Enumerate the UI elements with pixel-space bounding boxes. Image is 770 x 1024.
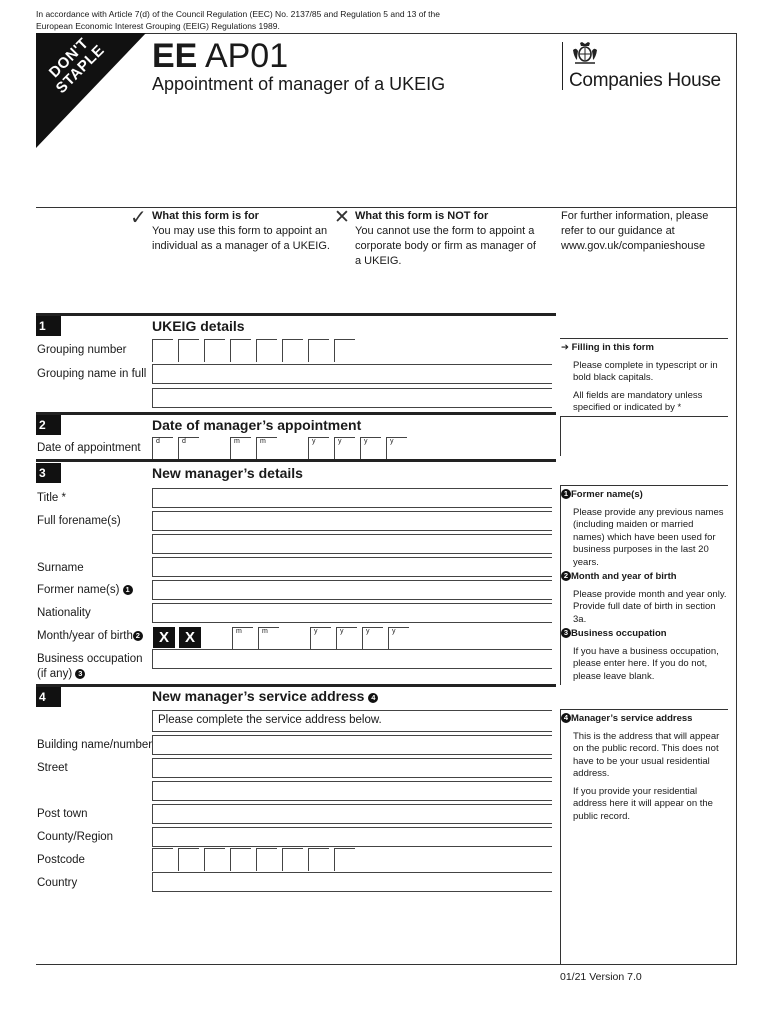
note-2-badge: 2 (561, 571, 571, 581)
occupation-note-heading: Business occupation (571, 628, 667, 639)
month-box[interactable] (256, 437, 277, 460)
form-code-number: AP01 (204, 37, 289, 75)
postcode-input[interactable] (152, 848, 360, 871)
former-names-field[interactable] (152, 580, 552, 600)
postcode-box[interactable] (178, 848, 199, 871)
year-hint: y (340, 628, 344, 635)
bottom-rule (36, 964, 736, 965)
postcode-label: Postcode (37, 854, 85, 866)
section-4-side-rule (560, 709, 728, 710)
surname-label: Surname (37, 562, 84, 574)
occupation-field[interactable] (152, 649, 552, 669)
day-blocked-box: X (153, 627, 175, 648)
form-purpose-heading: What this form is for (152, 210, 259, 222)
grouping-name-field[interactable] (152, 364, 552, 384)
grouping-name-field-line-2[interactable] (152, 388, 552, 408)
note-2-badge: 2 (133, 631, 143, 641)
month-year-birth-label (37, 629, 143, 644)
date-of-appointment-input[interactable] (152, 437, 412, 460)
building-label: Building name/number (37, 739, 153, 751)
form-title: Appointment of manager of a UKEIG (152, 74, 446, 94)
mandatory-note: All fields are mandatory unless specified or indicated by * (573, 389, 703, 413)
section-2-side-divider (560, 417, 561, 456)
year-box[interactable] (386, 437, 407, 460)
service-address-note-text: This is the address that will appear on the public record. This does not have to be your usual residential address. (573, 730, 720, 779)
day-blocked-box: X (179, 627, 201, 648)
month-box[interactable] (230, 437, 251, 460)
post-town-field[interactable] (152, 804, 552, 824)
form-not-purpose-heading: What this form is NOT for (355, 210, 489, 222)
year-box[interactable] (360, 437, 381, 460)
dont-staple-label: DON'T STAPLE (45, 34, 108, 97)
arrow-right-icon: ➔ (561, 342, 569, 353)
former-names-note-heading: Former name(s) (571, 489, 643, 500)
further-info: For further information, please refer to our guidance at www.gov.uk/companieshouse (561, 210, 709, 252)
service-address-note-heading: Manager’s service address (571, 713, 693, 724)
nationality-label: Nationality (37, 607, 91, 619)
building-field[interactable] (152, 735, 552, 755)
forenames-field-line-2[interactable] (152, 534, 552, 554)
day-box[interactable] (152, 437, 173, 460)
section-4-rule (36, 684, 556, 687)
postcode-box[interactable] (334, 848, 355, 871)
section-3-number: 3 (36, 463, 61, 483)
companies-house-logo: Companies House (569, 70, 721, 91)
year-box[interactable] (334, 437, 355, 460)
legal-notice: In accordance with Article 7(d) of the Council Regulation (EEC) No. 2137/85 and Regulation 5 and 13 of the European Economic Interest Grouping (EEIG) Regulations 1989. (36, 9, 440, 31)
year-hint: y (338, 438, 342, 445)
form-code-prefix: EE (152, 37, 198, 75)
occupation-note (561, 628, 727, 688)
year-hint: y (390, 438, 394, 445)
note-4-badge: 4 (561, 713, 571, 723)
digit-box[interactable] (308, 339, 329, 362)
section-3-title: New manager’s details (152, 465, 303, 481)
year-hint: y (314, 628, 318, 635)
section-1-rule (36, 313, 556, 316)
section-1-title: UKEIG details (152, 318, 245, 334)
filling-note-heading: Filling in this form (571, 342, 654, 353)
section-4-title (152, 688, 378, 704)
postcode-box[interactable] (204, 848, 225, 871)
note-1-badge: 1 (123, 585, 133, 595)
postcode-box[interactable] (282, 848, 303, 871)
occupation-note-text: If you have a business occupation, please enter here. If you do not, please leave blank. (573, 645, 719, 682)
form-code (152, 38, 288, 74)
street-field-line-2[interactable] (152, 781, 552, 801)
grouping-number-label: Grouping number (37, 344, 127, 356)
title-field[interactable] (152, 488, 552, 508)
street-label: Street (37, 762, 68, 774)
postcode-box[interactable] (308, 848, 329, 871)
county-label: County/Region (37, 831, 114, 843)
postcode-box[interactable] (152, 848, 173, 871)
day-box[interactable] (178, 437, 199, 460)
section-2-side-rule (560, 416, 728, 417)
note-4-badge: 4 (368, 693, 378, 703)
surname-field[interactable] (152, 557, 552, 577)
cross-icon: ✕ (334, 207, 350, 228)
former-names-note-text: Please provide any previous names (including maiden or married names) which have been used for business purposes in the last 20 years. (573, 506, 724, 568)
section-3-side-rule (560, 485, 728, 486)
note-3-badge: 3 (561, 628, 571, 638)
birth-date-input[interactable] (153, 627, 414, 650)
filling-note-rule (560, 338, 728, 339)
section-4-title-text: New manager’s service address (152, 688, 365, 704)
year-hint: y (364, 438, 368, 445)
royal-crest-icon (570, 41, 600, 67)
form-version: 01/21 Version 7.0 (560, 971, 642, 983)
title-label: Title * (37, 492, 66, 504)
grouping-number-input[interactable] (152, 339, 360, 362)
digit-box[interactable] (230, 339, 251, 362)
digit-box[interactable] (334, 339, 355, 362)
former-names-label (37, 583, 133, 598)
year-box[interactable] (310, 627, 331, 650)
section-2-title: Date of manager’s appointment (152, 417, 362, 433)
day-hint: d (156, 438, 160, 445)
service-address-notice: Please complete the service address below. (152, 710, 552, 732)
date-of-appointment-label: Date of appointment (37, 442, 141, 454)
logo-divider (562, 42, 563, 90)
section-2-rule (36, 412, 556, 415)
digit-box[interactable] (204, 339, 225, 362)
former-names-note (561, 489, 727, 574)
check-icon: ✓ (130, 207, 147, 229)
month-year-birth-label-text: Month/year of birth (37, 630, 133, 642)
year-box[interactable] (308, 437, 329, 460)
section-3-rule (36, 459, 556, 462)
year-hint: y (366, 628, 370, 635)
postcode-box[interactable] (256, 848, 277, 871)
digit-box[interactable] (256, 339, 277, 362)
month-hint: m (234, 438, 240, 445)
section-1-number: 1 (36, 316, 61, 336)
form-not-purpose (355, 209, 545, 269)
occupation-label (37, 652, 142, 682)
birth-note-text: Please provide month and year only. Provide full date of birth in section 3a. (573, 588, 727, 625)
section-2-number: 2 (36, 415, 61, 435)
month-box[interactable] (258, 627, 279, 650)
service-address-note (561, 713, 727, 828)
digit-box[interactable] (178, 339, 199, 362)
digit-box[interactable] (282, 339, 303, 362)
filling-note-text: Please complete in typescript or in bold black capitals. (573, 359, 718, 383)
forenames-field[interactable] (152, 511, 552, 531)
month-hint: m (260, 438, 266, 445)
section-4-number: 4 (36, 687, 61, 707)
year-box[interactable] (362, 627, 383, 650)
note-3-badge: 3 (75, 669, 85, 679)
note-1-badge: 1 (561, 489, 571, 499)
occupation-label-text: Business occupation (37, 653, 143, 665)
former-names-label-text: Former name(s) (37, 584, 120, 596)
nationality-field[interactable] (152, 603, 552, 623)
occupation-if-any: (if any) (37, 668, 73, 680)
country-label: Country (37, 877, 78, 889)
day-hint: d (182, 438, 186, 445)
county-field[interactable] (152, 827, 552, 847)
month-hint: m (236, 628, 242, 635)
month-box[interactable] (232, 627, 253, 650)
year-hint: y (312, 438, 316, 445)
form-purpose (152, 209, 337, 254)
digit-box[interactable] (152, 339, 173, 362)
service-address-note-text-2: If you provide your residential address here it will appear on the public record. (573, 785, 713, 822)
grouping-name-label: Grouping name in full (37, 368, 147, 380)
forenames-label: Full forename(s) (37, 515, 121, 527)
postcode-box[interactable] (230, 848, 251, 871)
country-field[interactable] (152, 872, 552, 892)
month-hint: m (262, 628, 268, 635)
birth-note (561, 571, 727, 631)
year-box[interactable] (336, 627, 357, 650)
form-not-purpose-text: You cannot use the form to appoint a corporate body or firm as manager of a UKEIG. (355, 225, 536, 267)
year-box[interactable] (388, 627, 409, 650)
filling-note (561, 342, 727, 420)
post-town-label: Post town (37, 808, 88, 820)
form-purpose-text: You may use this form to appoint an individual as a manager of a UKEIG. (152, 225, 330, 252)
street-field[interactable] (152, 758, 552, 778)
birth-note-heading: Month and year of birth (571, 571, 677, 582)
year-hint: y (392, 628, 396, 635)
